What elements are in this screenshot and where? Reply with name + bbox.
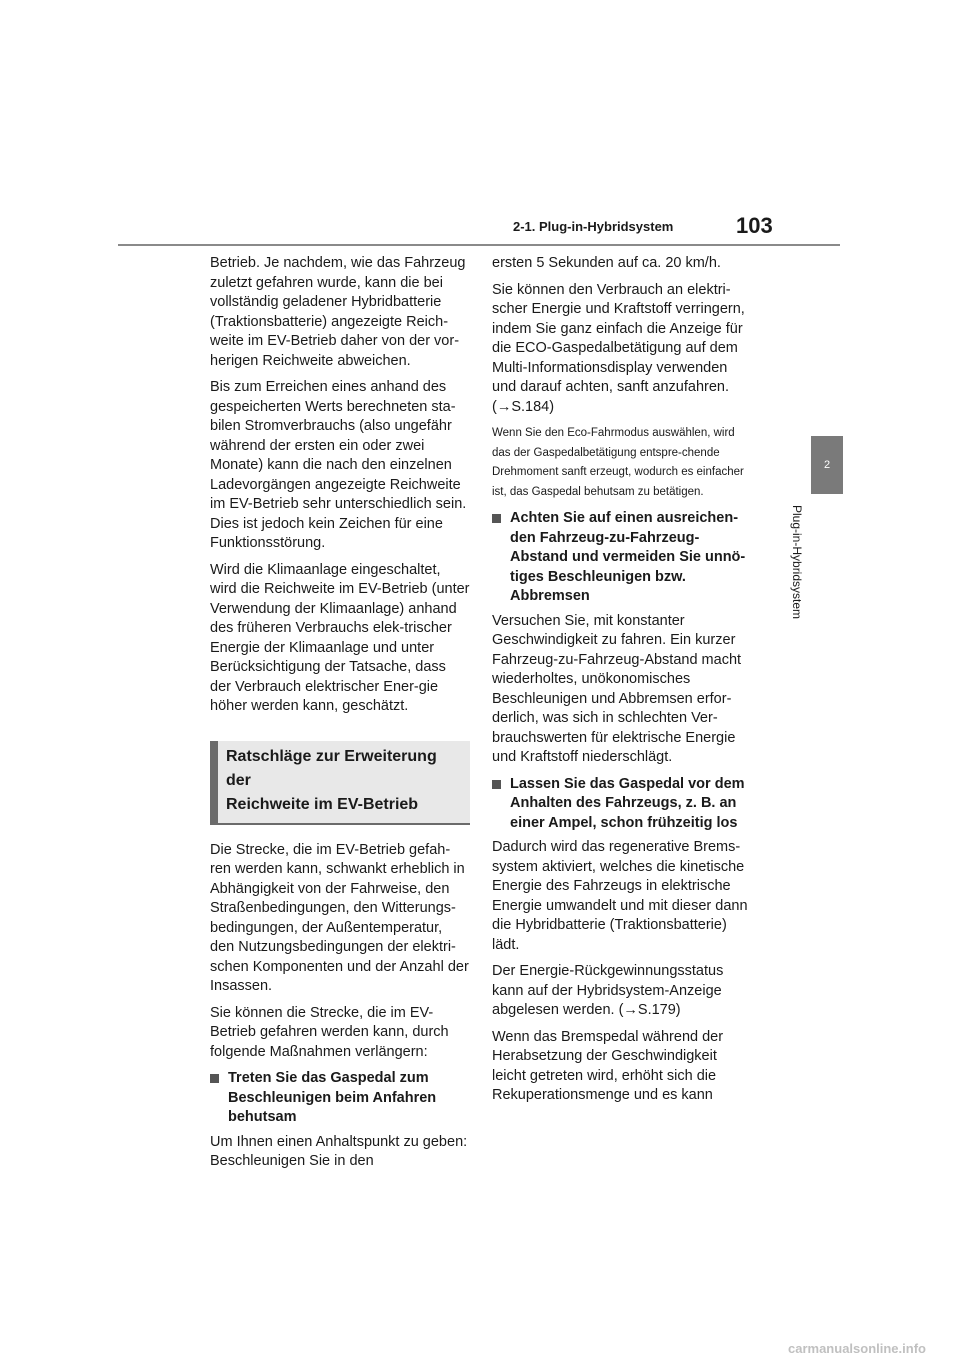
bullet-heading [492, 775, 752, 834]
square-bullet-icon [210, 1074, 219, 1083]
bullet-heading-text: Lassen Sie das Gaspedal vor dem Anhalten des Fahrzeugs, z. B. an einer Ampel, schon frühzeitig los [510, 775, 745, 831]
header-section-title: 2-1. Plug-in-Hybridsystem [513, 219, 674, 234]
chapter-label: Plug-in-Hybridsystem [790, 505, 804, 620]
paragraph: Sie können die Strecke, die im EV-Betrieb gefahren werden kann, durch folgende Maßnahmen verlängern: [210, 1004, 449, 1060]
bullet-heading-text: Treten Sie das Gaspedal zum Beschleunigen beim Anfahren behutsam [228, 1070, 437, 1125]
section-heading-line2: Reichweite im EV-Betrieb [226, 795, 419, 813]
header-divider [118, 244, 840, 246]
paragraph: Betrieb. Je nachdem, wie das Fahrzeug zuletzt gefahren wurde, kann die bei vollständig geladener Hybridbatterie (Traktionsbatterie) angezeigte Reich-weite im EV-Betrieb daher von der vor-herigen Reichweite abweichen. [210, 255, 466, 369]
paragraph: Dadurch wird das regenerative Brems-system aktiviert, welches die kinetische Energie des Fahrzeugs in elektrische Energie umwandelt und mit dieser dann die Hybridbatterie (Traktionsbatterie) lädt. [492, 839, 748, 953]
note-paragraph: Wenn Sie den Eco-Fahrmodus auswählen, wird das der Gaspedalbetätigung entspre-chende Drehmoment sanft erzeugt, wodurch es einfacher ist, das Gaspedal behutsam zu betätigen. [492, 427, 744, 498]
page-number: 103 [736, 213, 773, 238]
paragraph: Die Strecke, die im EV-Betrieb gefah-ren werden kann, schwankt erheblich in Abhängigkeit von der Fahrweise, den Straßenbedingungen, den Witterungs-bedingungen, der Außentemperatur, den Nutzungsbedingungen der elektri-schen Komponenten und der Anzahl der Insassen. [210, 841, 469, 994]
chapter-tab[interactable] [811, 436, 843, 494]
paragraph: Sie können den Verbrauch an elektri-scher Energie und Kraftstoff verringern, indem Sie ganz einfach die Anzeige für die ECO-Gaspedalbetätigung auf dem Multi-Informationsdisplay verwenden und darauf achten, sanft anzufahren. (→S.184) [492, 281, 745, 415]
section-heading-line1: Ratschläge zur Erweiterung der [226, 747, 437, 789]
footer-watermark[interactable]: carmanualsonline.info [788, 1341, 926, 1356]
paragraph: Bis zum Erreichen eines anhand des gespeicherten Werts berechneten sta-bilen Stromverbrauchs (also ungefähr während der ersten ein oder zwei Monate) kann die nach den einzelnen Ladevorgängen angezeigte Reichweite im EV-Betrieb sehr unterschiedlich sein. Dies ist jedoch kein Zeichen für eine Funktionsstörung. [210, 379, 467, 551]
bullet-heading [492, 509, 752, 607]
bullet-heading [210, 1069, 470, 1128]
chapter-number: 2 [823, 459, 831, 471]
bullet-heading-text: Achten Sie auf einen ausreichen-den Fahrzeug-zu-Fahrzeug-Abstand und vermeiden Sie unnö-tiges Beschleunigen bzw. Abbremsen [510, 510, 746, 604]
left-column [210, 254, 470, 1179]
paragraph: Versuchen Sie, mit konstanter Geschwindigkeit zu fahren. Ein kurzer Fahrzeug-zu-Fahrzeug-Abstand macht wiederholtes, unökonomisches Beschleunigen und Abbremsen erfor-derlich, was sich in schlechten Ver-brauchswerten für elektrische Energie und Kraftstoff niederschlägt. [492, 612, 742, 765]
square-bullet-icon [492, 780, 501, 789]
right-column [492, 254, 752, 1113]
paragraph: Der Energie-Rückgewinnungsstatus kann auf der Hybridsystem-Anzeige abgelesen werden. (→S.179) [492, 963, 724, 1018]
paragraph: Um Ihnen einen Anhaltspunkt zu geben: Beschleunigen Sie in den [210, 1133, 468, 1169]
paragraph: Wenn das Bremspedal während der Herabsetzung der Geschwindigkeit leicht getreten wird, erhöht sich die Rekuperationsmenge und es kann [492, 1028, 724, 1103]
square-bullet-icon [492, 514, 501, 523]
paragraph: ersten 5 Sekunden auf ca. 20 km/h. [492, 255, 721, 271]
section-heading [210, 741, 470, 825]
paragraph: Wird die Klimaanlage eingeschaltet, wird die Reichweite im EV-Betrieb (unter Verwendung der Klimaanlage) anhand des früheren Verbrauchs elek-trischer Energie der Klimaanlage und unter Berücksichtigung der Tatsache, dass der Verbrauch elektrischer Ener-gie höher werden kann, geschätzt. [210, 561, 470, 714]
